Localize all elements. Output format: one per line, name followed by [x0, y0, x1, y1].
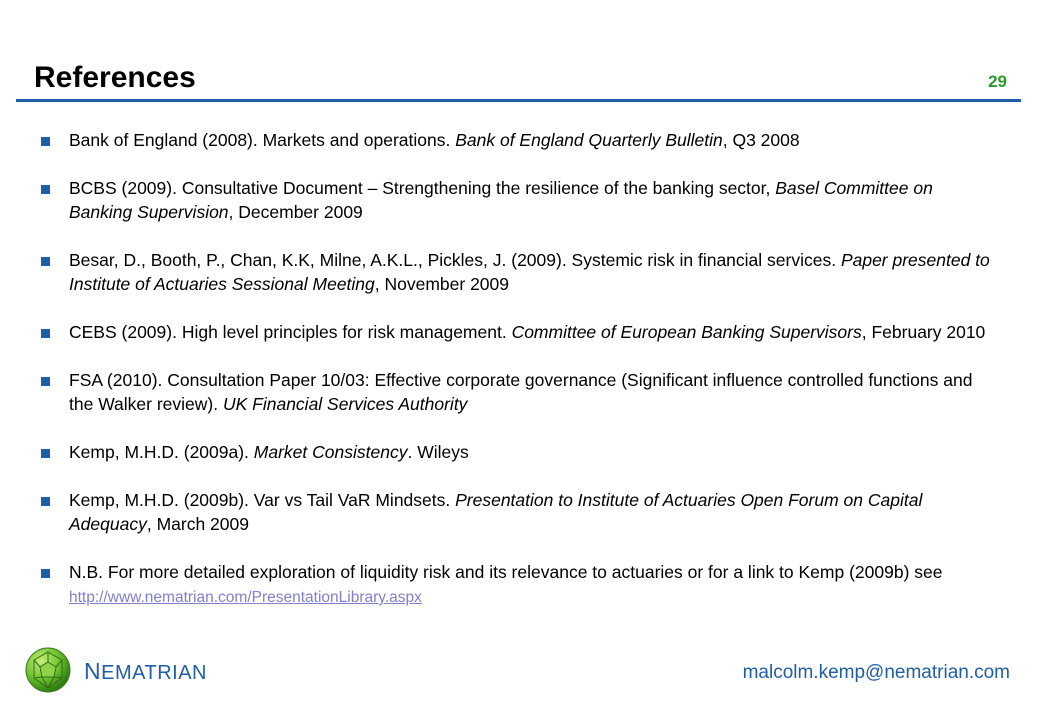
bullet-icon: [41, 137, 50, 146]
reference-source: UK Financial Services Authority: [222, 394, 468, 414]
reference-date: , February 2010: [861, 322, 986, 342]
reference-item: [40, 320, 1000, 344]
reference-date: , March 2009: [146, 514, 249, 534]
reference-date: , December 2009: [228, 202, 363, 222]
reference-item: [40, 128, 1000, 152]
reference-date: , Q3 2008: [722, 130, 800, 150]
bullet-icon: [41, 329, 50, 338]
title-divider: [16, 99, 1021, 102]
bullet-icon: [41, 569, 50, 578]
reference-date: . Wileys: [407, 442, 469, 462]
reference-item: [40, 440, 1000, 464]
presentation-library-link[interactable]: http://www.nematrian.com/PresentationLibrary.aspx: [69, 589, 422, 606]
reference-source: Basel Committee on Banking Supervision: [69, 178, 933, 222]
bullet-icon: [41, 449, 50, 458]
brand-rest: EMATRIAN: [101, 662, 207, 684]
brand-initial: N: [84, 658, 102, 684]
reference-source: Paper presented to Institute of Actuaries Sessional Meeting: [69, 250, 990, 294]
green-geodesic-sphere-icon: [24, 646, 72, 694]
reference-source: Bank of England Quarterly Bulletin: [455, 130, 723, 150]
reference-text: Besar, D., Booth, P., Chan, K.K, Milne, A.K.L., Pickles, J. (2009). Systemic risk in financial services.: [69, 250, 841, 270]
reference-source: Market Consistency: [253, 442, 408, 462]
note-text: N.B. For more detailed exploration of liquidity risk and its relevance to actuaries or for a link to Kemp (2009b) see: [69, 562, 943, 582]
reference-text: Kemp, M.H.D. (2009a).: [69, 442, 254, 462]
contact-email: malcolm.kemp@nematrian.com: [742, 662, 1010, 683]
reference-text: BCBS (2009). Consultative Document – Strengthening the resilience of the banking sector,: [69, 178, 776, 198]
slide-title: References: [34, 61, 196, 94]
reference-source: Presentation to Institute of Actuaries Open Forum on Capital Adequacy: [69, 490, 923, 534]
bullet-icon: [41, 185, 50, 194]
reference-item: [40, 368, 1000, 416]
reference-text: Kemp, M.H.D. (2009b). Var vs Tail VaR Mindsets.: [69, 490, 456, 510]
reference-text: FSA (2010). Consultation Paper 10/03: Effective corporate governance (Significant influence controlled functions and the Walker review).: [69, 370, 973, 414]
bullet-icon: [41, 377, 50, 386]
note-item: [40, 560, 1000, 610]
brand-name: [84, 658, 207, 685]
reference-date: , November 2009: [374, 274, 510, 294]
reference-text: Bank of England (2008). Markets and operations.: [69, 130, 456, 150]
reference-item: [40, 248, 1000, 296]
bullet-icon: [41, 497, 50, 506]
reference-text: CEBS (2009). High level principles for risk management.: [69, 322, 512, 342]
reference-item: [40, 488, 1000, 536]
page-number: 29: [988, 72, 1007, 91]
reference-list: [40, 128, 1000, 634]
bullet-icon: [41, 257, 50, 266]
reference-source: Committee of European Banking Supervisors: [511, 322, 862, 342]
reference-item: [40, 176, 1000, 224]
